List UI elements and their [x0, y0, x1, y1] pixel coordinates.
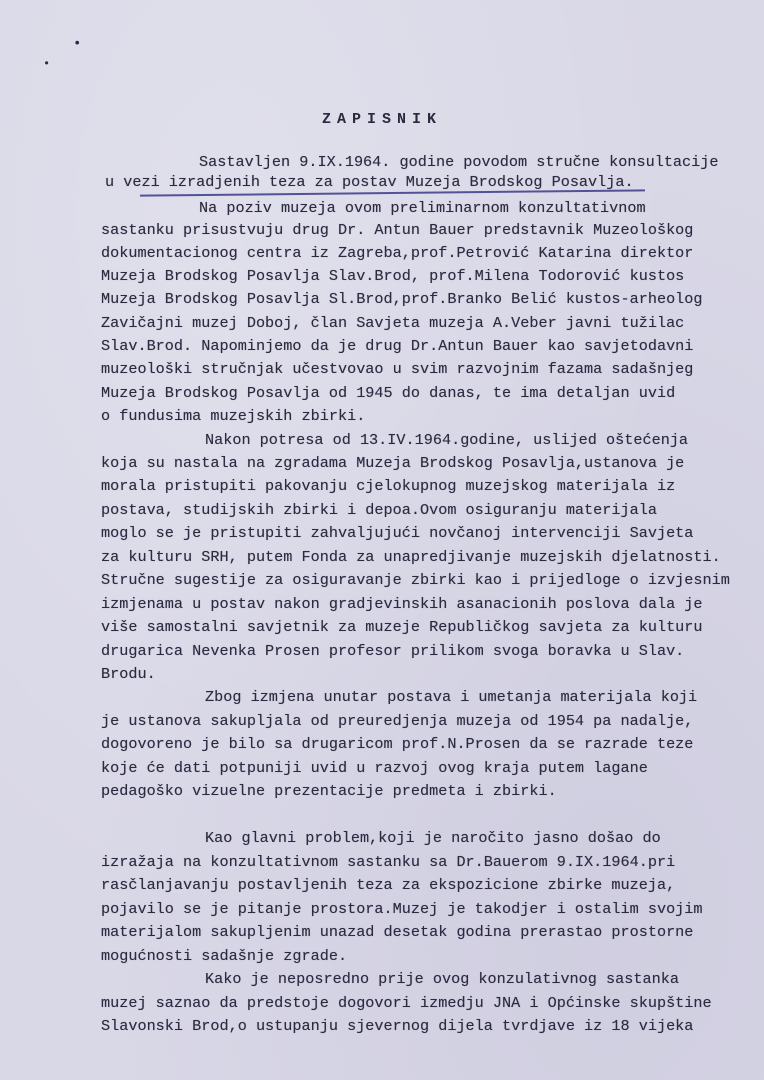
text-line: o fundusima muzejskih zbirki. — [101, 407, 366, 425]
text-line: Slavonski Brod,o ustupanju sjevernog dijela tvrdjave iz 18 vijeka — [101, 1017, 694, 1035]
text-line: muzej saznao da predstoje dogovori izmedju JNA i Općinske skupštine — [101, 994, 712, 1012]
text-line: Zbog izmjena unutar postava i umetanja materijala koji — [205, 688, 698, 706]
text-line: Sastavljen 9.IX.1964. godine povodom stručne konsultacije — [199, 153, 719, 171]
text-line: drugarica Nevenka Prosen profesor prilikom svoga boravka u Slav. — [101, 642, 685, 660]
text-line: Muzeja Brodskog Posavlja Slav.Brod, prof.Milena Todorović kustos — [101, 267, 685, 285]
text-line: morala pristupiti pakovanju cjelokupnog muzejskog materijala iz — [101, 477, 676, 495]
text-line: pedagoško vizuelne prezentacije predmeta i zbirki. — [101, 782, 557, 800]
document-title: ZAPISNIK — [321, 111, 442, 128]
text-line: za kulturu SRH, putem Fonda za unapredjivanje muzejskih djelatnosti. — [101, 548, 721, 566]
text-line: Slav.Brod. Napominjemo da je drug Dr.Antun Bauer kao savjetodavni — [101, 337, 694, 355]
text-line: koja su nastala na zgradama Muzeja Brodskog Posavlja,ustanova je — [101, 454, 685, 472]
text-line: dogovoreno je bilo sa drugaricom prof.N.Prosen da se razrade teze — [101, 735, 694, 753]
text-line: pojavilo se je pitanje prostora.Muzej je takodjer i ostalim svojim — [101, 900, 703, 918]
text-line: postava, studijskih zbirki i depoa.Ovom osiguranju materijala — [101, 501, 657, 519]
text-line: u vezi izradjenih teza za postav Muzeja Brodskog Posavlja. — [105, 173, 634, 191]
text-line: Kao glavni problem,koji je naročito jasno došao do — [205, 829, 661, 847]
text-line: rasčlanjavanju postavljenih teza za ekspozicione zbirke muzeja, — [101, 876, 676, 894]
text-line: muzeološki stručnjak učestvovao u svim razvojnim fazama sadašnjeg — [101, 360, 694, 378]
text-line: Brodu. — [101, 665, 156, 683]
text-line: sastanku prisustvuju drug Dr. Antun Bauer predstavnik Muzeološkog — [101, 221, 694, 239]
ink-speck: • — [43, 57, 51, 71]
text-line: je ustanova sakupljala od preuredjenja muzeja od 1954 pa nadalje, — [101, 712, 694, 730]
text-line: Zavičajni muzej Doboj, član Savjeta muzeja A.Veber javni tužilac — [101, 314, 685, 332]
text-line: Nakon potresa od 13.IV.1964.godine, uslijed oštećenja — [205, 431, 689, 449]
text-line: Muzeja Brodskog Posavlja od 1945 do danas, te ima detaljan uvid — [101, 384, 676, 402]
text-line: Stručne sugestije za osiguravanje zbirki kao i prijedloge o izvjesnim — [101, 571, 730, 589]
text-line: dokumentacionog centra iz Zagreba,prof.Petrović Katarina direktor — [101, 244, 694, 262]
text-line: materijalom sakupljenim unazad desetak godina prerastao prostorne — [101, 923, 694, 941]
text-line: koje će dati potpuniji uvid u razvoj ovog kraja putem lagane — [101, 759, 648, 777]
text-line: izražaja na konzultativnom sastanku sa Dr.Bauerom 9.IX.1964.pri — [101, 853, 676, 871]
text-line: mogućnosti sadašnje zgrade. — [101, 947, 348, 965]
text-line: moglo se je pristupiti zahvaljujući novčanoj intervenciji Savjeta — [101, 524, 694, 542]
text-line: više samostalni savjetnik za muzeje Republičkog savjeta za kulturu — [101, 618, 703, 636]
text-line: Kako je neposredno prije ovog konzulativnog sastanka — [205, 970, 679, 988]
ink-speck: • — [73, 36, 82, 52]
text-line: izmjenama u postav nakon gradjevinskih asanacionih poslova dala je — [101, 595, 703, 613]
text-line: Na poziv muzeja ovom preliminarnom konzultativnom — [199, 199, 646, 217]
text-line: Muzeja Brodskog Posavlja Sl.Brod,prof.Branko Belić kustos-arheolog — [101, 290, 703, 308]
